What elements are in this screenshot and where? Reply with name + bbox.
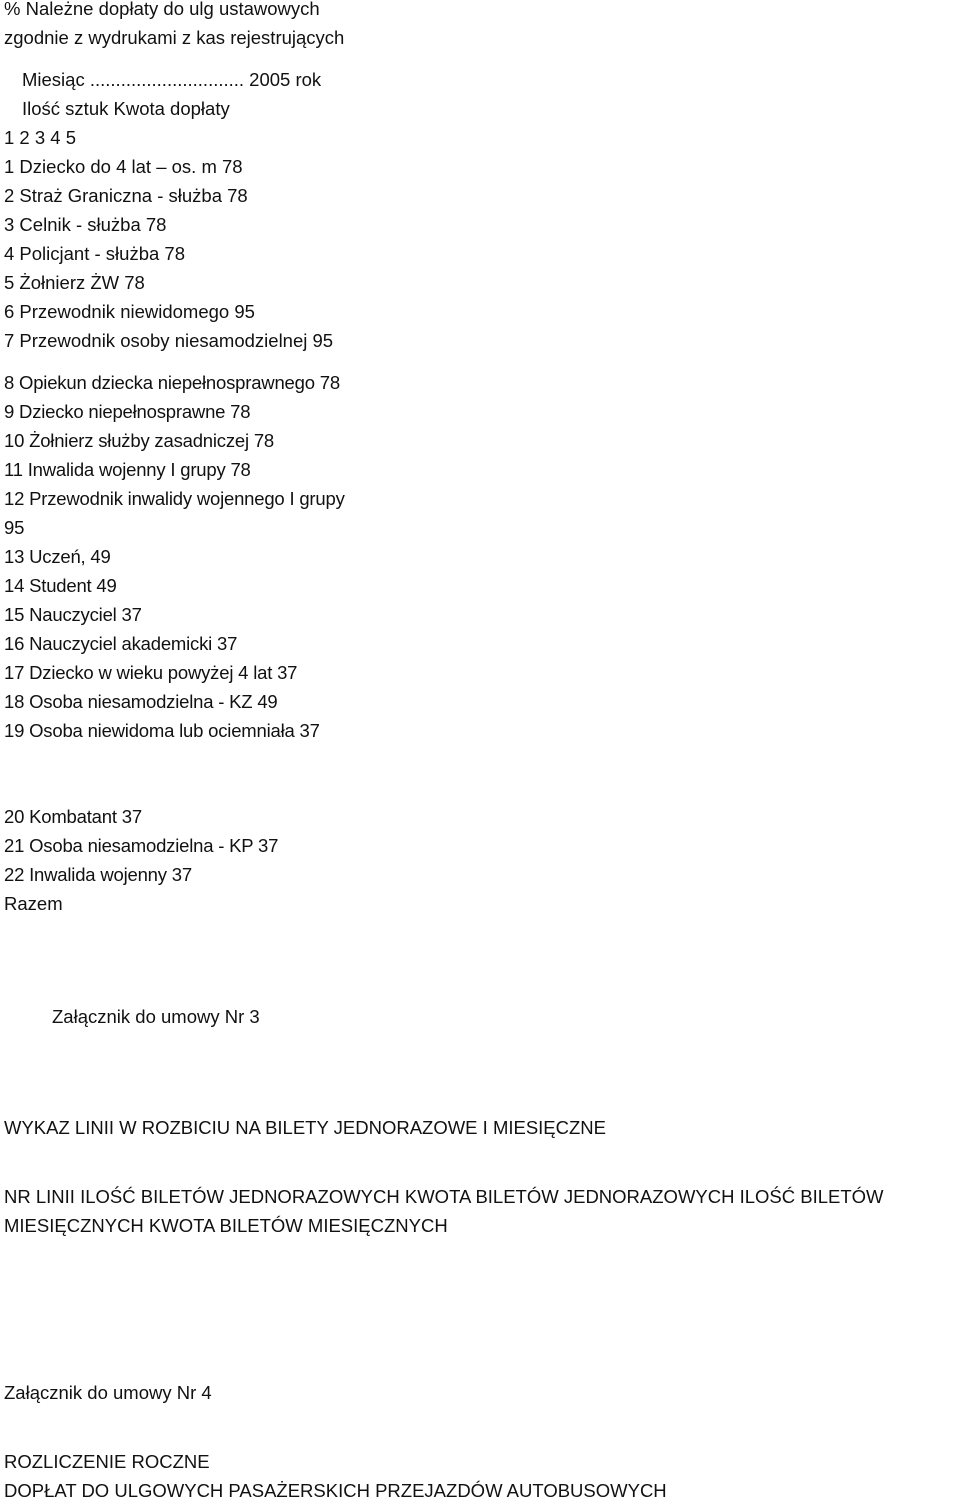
- row-6: 6 Przewodnik niewidomego 95: [4, 301, 255, 322]
- row-16: 16 Nauczyciel akademicki 37: [4, 633, 238, 654]
- row-12-value: 95: [4, 517, 25, 538]
- row-22: 22 Inwalida wojenny 37: [4, 864, 192, 885]
- row-5: 5 Żołnierz ŻW 78: [4, 272, 145, 293]
- row-14: 14 Student 49: [4, 575, 117, 596]
- row-2: 2 Straż Graniczna - służba 78: [4, 185, 248, 206]
- header-line-2: zgodnie z wydrukami z kas rejestrujących: [4, 27, 345, 48]
- row-15: 15 Nauczyciel 37: [4, 604, 142, 625]
- annex-3-columns-line-1: NR LINII ILOŚĆ BILETÓW JEDNORAZOWYCH KWOTA BILETÓW JEDNORAZOWYCH ILOŚĆ BILETÓW: [4, 1186, 884, 1207]
- column-numbers: 1 2 3 4 5: [4, 127, 77, 148]
- row-19: 19 Osoba niewidoma lub ociemniała 37: [4, 720, 320, 741]
- row-13: 13 Uczeń, 49: [4, 546, 111, 567]
- total-row: Razem: [4, 893, 63, 914]
- row-1: 1 Dziecko do 4 lat – os. m 78: [4, 156, 243, 177]
- row-4: 4 Policjant - służba 78: [4, 243, 185, 264]
- month-line: Miesiąc .............................. 2005 rok: [22, 69, 322, 90]
- annex-4-title: Załącznik do umowy Nr 4: [4, 1382, 212, 1403]
- annex-3-heading: WYKAZ LINII W ROZBICIU NA BILETY JEDNORAZOWE I MIESIĘCZNE: [4, 1117, 607, 1138]
- row-11: 11 Inwalida wojenny I grupy 78: [4, 459, 251, 480]
- row-9: 9 Dziecko niepełnosprawne 78: [4, 401, 251, 422]
- columns-line: Ilość sztuk Kwota dopłaty: [22, 98, 230, 119]
- row-20: 20 Kombatant 37: [4, 806, 142, 827]
- row-7: 7 Przewodnik osoby niesamodzielnej 95: [4, 330, 334, 351]
- row-18: 18 Osoba niesamodzielna - KZ 49: [4, 691, 278, 712]
- row-8: 8 Opiekun dziecka niepełnosprawnego 78: [4, 372, 340, 393]
- row-12: 12 Przewodnik inwalidy wojennego I grupy: [4, 488, 345, 509]
- row-3: 3 Celnik - służba 78: [4, 214, 167, 235]
- annex-3-title: Załącznik do umowy Nr 3: [52, 1006, 260, 1027]
- row-17: 17 Dziecko w wieku powyżej 4 lat 37: [4, 662, 298, 683]
- row-10: 10 Żołnierz służby zasadniczej 78: [4, 430, 275, 451]
- annex-4-heading-1: ROZLICZENIE ROCZNE: [4, 1451, 210, 1472]
- header-line-1: % Należne dopłaty do ulg ustawowych: [4, 0, 320, 19]
- annex-4-heading-2: DOPŁAT DO ULGOWYCH PASAŻERSKICH PRZEJAZDÓW AUTOBUSOWYCH: [4, 1480, 667, 1501]
- row-21: 21 Osoba niesamodzielna - KP 37: [4, 835, 279, 856]
- annex-3-columns-line-2: MIESIĘCZNYCH KWOTA BILETÓW MIESIĘCZNYCH: [4, 1215, 448, 1236]
